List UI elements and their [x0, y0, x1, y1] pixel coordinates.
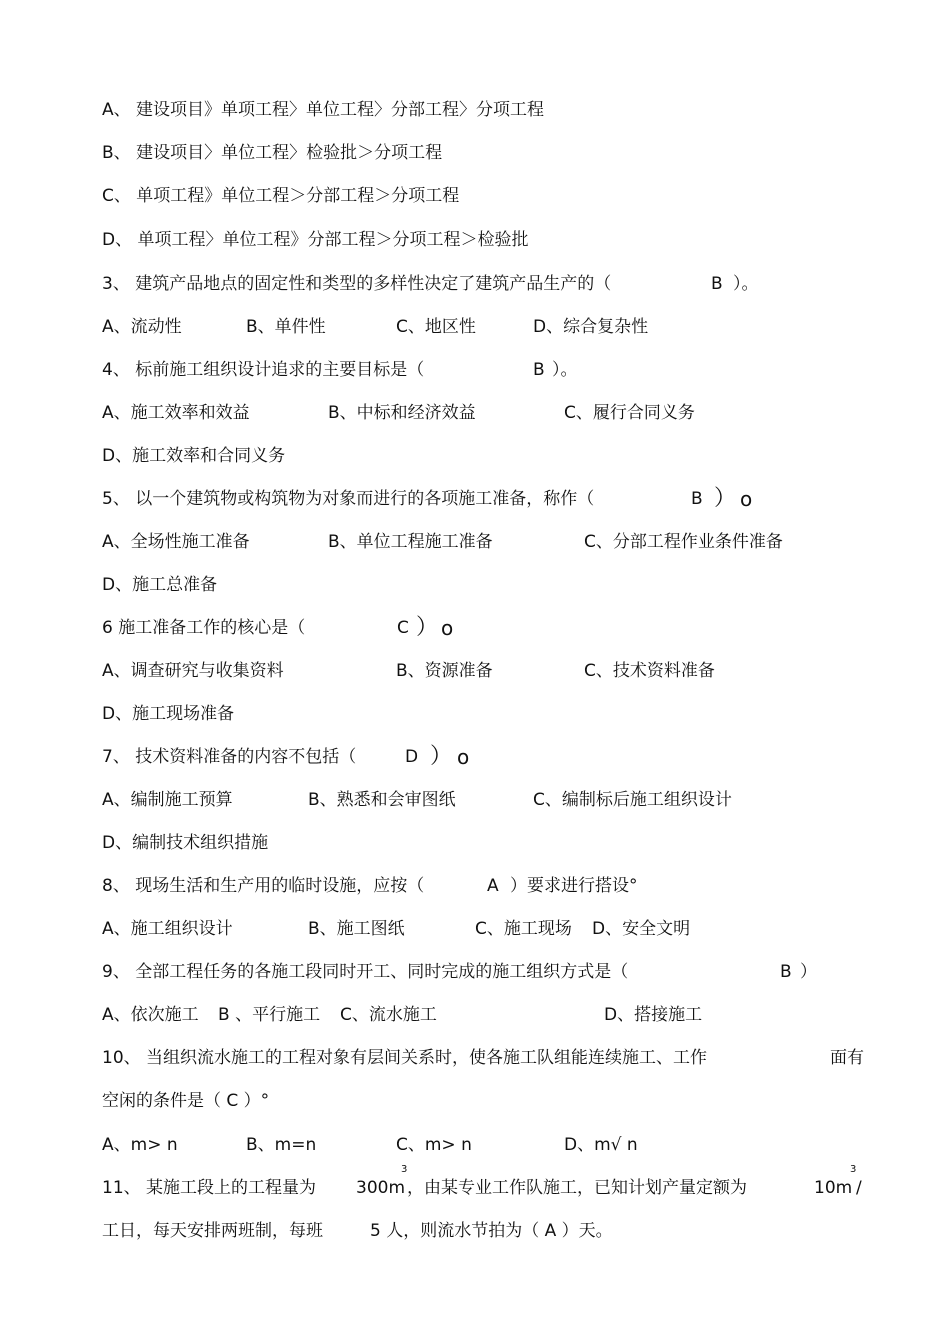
- answer-letter: B: [711, 274, 723, 294]
- option-c: C、流水施工: [340, 1005, 437, 1025]
- option-d: D、编制技术组织措施: [102, 833, 269, 853]
- option-d: D、安全文明: [592, 919, 691, 939]
- option-c: C、履行合同义务: [564, 403, 695, 423]
- option-b: B、施工图纸: [308, 919, 405, 939]
- question-text-end: ）: [714, 486, 737, 511]
- option-a: A、依次施工: [102, 1005, 199, 1025]
- option-d: D、施工现场准备: [102, 704, 235, 724]
- option-b: B、单位工程施工准备: [328, 532, 493, 552]
- option-a: A、流动性: [102, 317, 182, 337]
- option-c: C、地区性: [396, 317, 476, 337]
- option-b: B、资源准备: [396, 661, 493, 681]
- option-c: C、分部工程作业条件准备: [584, 532, 783, 552]
- option-text: C、 单项工程》单位工程＞分部工程＞分项工程: [102, 186, 460, 206]
- question-text-end: ）: [800, 962, 817, 982]
- question-text: 5、 以一个建筑物或构筑物为对象而进行的各项施工准备，称作（: [102, 489, 595, 509]
- option-c: C、施工现场: [475, 919, 572, 939]
- question-text: 3、 建筑产品地点的固定性和类型的多样性决定了建筑产品生产的（: [102, 274, 612, 294]
- option-a: A、m> n: [102, 1135, 178, 1155]
- question-text-cont: ，由某专业工作队施工，已知计划产量定额为: [407, 1178, 747, 1198]
- option-c: C、技术资料准备: [584, 661, 715, 681]
- option-b: B、m=n: [246, 1135, 317, 1155]
- question-text-cont: 面有: [830, 1048, 864, 1068]
- quantity-value: 300m: [356, 1178, 406, 1198]
- option-d: D、施工效率和合同义务: [102, 446, 286, 466]
- option-d: D、m√ n: [564, 1135, 638, 1155]
- option-d: D、搭接施工: [604, 1005, 703, 1025]
- answer-letter: C: [397, 618, 409, 638]
- option-text: B、 建设项目〉单位工程〉检验批＞分项工程: [102, 143, 443, 163]
- answer-letter: A: [487, 876, 499, 896]
- quota-value: 10m: [814, 1178, 853, 1198]
- question-text-end: ）: [430, 744, 453, 769]
- answer-letter: D: [405, 747, 419, 767]
- option-b: B、中标和经济效益: [328, 403, 476, 423]
- option-b: B、单件性: [246, 317, 326, 337]
- option-b: B 、平行施工: [218, 1005, 321, 1025]
- question-text: 8、 现场生活和生产用的临时设施，应按（: [102, 876, 425, 896]
- option-b: B、熟悉和会审图纸: [308, 790, 456, 810]
- question-text-end: o: [740, 487, 753, 511]
- question-text-end: ）: [416, 615, 439, 640]
- option-a: A、调查研究与收集资料: [102, 661, 284, 681]
- option-a: A、全场性施工准备: [102, 532, 250, 552]
- question-text: 4、 标前施工组织设计追求的主要目标是（: [102, 360, 425, 380]
- answer-letter: B: [691, 489, 703, 509]
- option-a: A、编制施工预算: [102, 790, 233, 810]
- question-text-end: ）。: [552, 360, 578, 380]
- question-text-end: o: [457, 745, 470, 769]
- question-text-end: ）要求进行搭设°: [510, 876, 638, 896]
- question-text: 11、 某施工段上的工程量为: [102, 1178, 317, 1198]
- option-c: C、m> n: [396, 1135, 472, 1155]
- question-text: 空闲的条件是（ C ）°: [102, 1091, 270, 1111]
- option-text: D、 单项工程〉单位工程》分部工程＞分项工程＞检验批: [102, 230, 529, 250]
- question-text: 工日，每天安排两班制，每班: [102, 1221, 323, 1241]
- question-text: 9、 全部工程任务的各施工段同时开工、同时完成的施工组织方式是（: [102, 962, 629, 982]
- question-text-end: ）。: [733, 274, 759, 294]
- option-a: A、施工组织设计: [102, 919, 233, 939]
- question-text: 6 施工准备工作的核心是（: [102, 618, 306, 638]
- question-text: 10、 当组织流水施工的工程对象有层间关系时，使各施工队组能连续施工、工作: [102, 1048, 708, 1068]
- option-text: A、 建设项目》单项工程〉单位工程〉分部工程〉分项工程: [102, 100, 545, 120]
- option-a: A、施工效率和效益: [102, 403, 250, 423]
- unit-slash: /: [856, 1178, 862, 1198]
- question-text-end: o: [441, 616, 454, 640]
- option-c: C、编制标后施工组织设计: [533, 790, 732, 810]
- question-text: 7、 技术资料准备的内容不包括（: [102, 747, 357, 767]
- answer-letter: B: [780, 962, 792, 982]
- answer-letter: B: [533, 360, 545, 380]
- question-text-end: 5 人，则流水节拍为（ A ）天。: [370, 1221, 613, 1241]
- option-d: D、综合复杂性: [533, 317, 649, 337]
- option-d: D、施工总准备: [102, 575, 218, 595]
